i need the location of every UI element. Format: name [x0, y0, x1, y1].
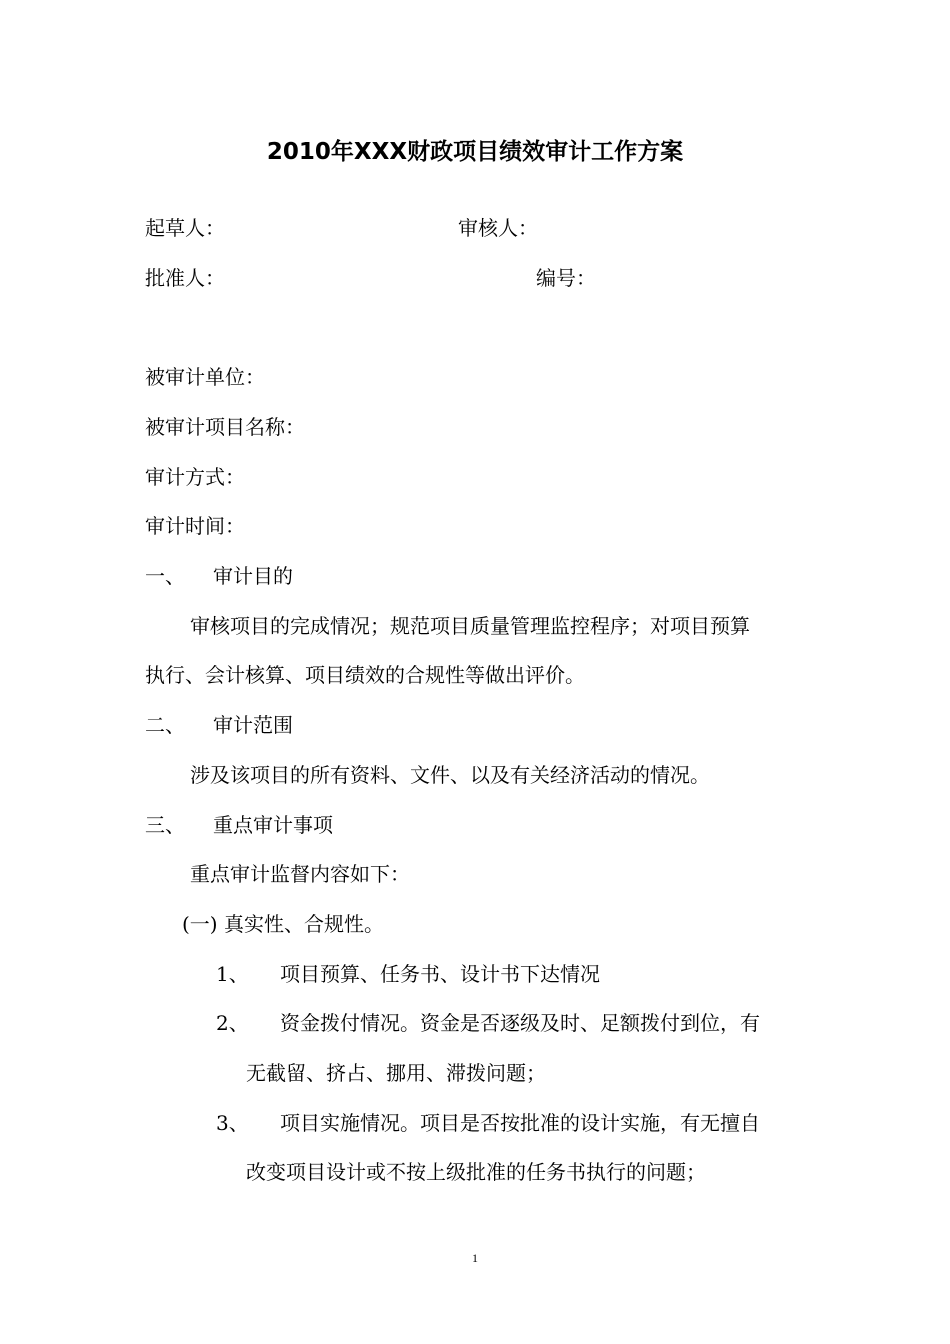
- document-title: 2010年XXX财政项目绩效审计工作方案: [266, 139, 684, 165]
- section-heading: 重点审计事项: [213, 813, 333, 837]
- audit-time-label: 审计时间：: [145, 514, 245, 538]
- audited-project-label: 被审计项目名称：: [145, 415, 305, 439]
- list-item-number: 1、: [216, 962, 249, 986]
- paragraph-line: 涉及该项目的所有资料、文件、以及有关经济活动的情况。: [190, 763, 710, 787]
- list-item-text: 无截留、挤占、挪用、滞拨问题；: [246, 1061, 546, 1085]
- reviewer-label: 审核人：: [458, 216, 538, 240]
- paragraph-line: 重点审计监督内容如下：: [190, 862, 410, 886]
- list-item-number: 2、: [216, 1011, 249, 1035]
- section-number: 三、: [145, 813, 185, 837]
- audit-method-label: 审计方式：: [145, 465, 245, 489]
- drafter-label: 起草人：: [145, 216, 225, 240]
- section-number: 二、: [145, 713, 185, 737]
- list-item-text: 资金拨付情况。资金是否逐级及时、足额拨付到位，有: [280, 1011, 760, 1035]
- section-heading: 审计范围: [213, 713, 293, 737]
- paragraph-line: 执行、会计核算、项目绩效的合规性等做出评价。: [145, 663, 585, 687]
- section-heading: 审计目的: [213, 564, 293, 588]
- subsection-heading: (一) 真实性、合规性。: [182, 912, 384, 936]
- list-item-number: 3、: [216, 1111, 249, 1135]
- list-item-text: 项目预算、任务书、设计书下达情况: [280, 962, 600, 986]
- page-number: 1: [472, 1251, 478, 1265]
- section-number: 一、: [145, 564, 185, 588]
- audited-unit-label: 被审计单位：: [145, 365, 265, 389]
- list-item-text: 改变项目设计或不按上级批准的任务书执行的问题；: [246, 1160, 706, 1184]
- list-item-text: 项目实施情况。项目是否按批准的设计实施，有无擅自: [280, 1111, 760, 1135]
- approver-label: 批准人：: [145, 266, 225, 290]
- paragraph-line: 审核项目的完成情况；规范项目质量管理监控程序；对项目预算: [190, 614, 750, 638]
- number-label: 编号：: [536, 266, 596, 290]
